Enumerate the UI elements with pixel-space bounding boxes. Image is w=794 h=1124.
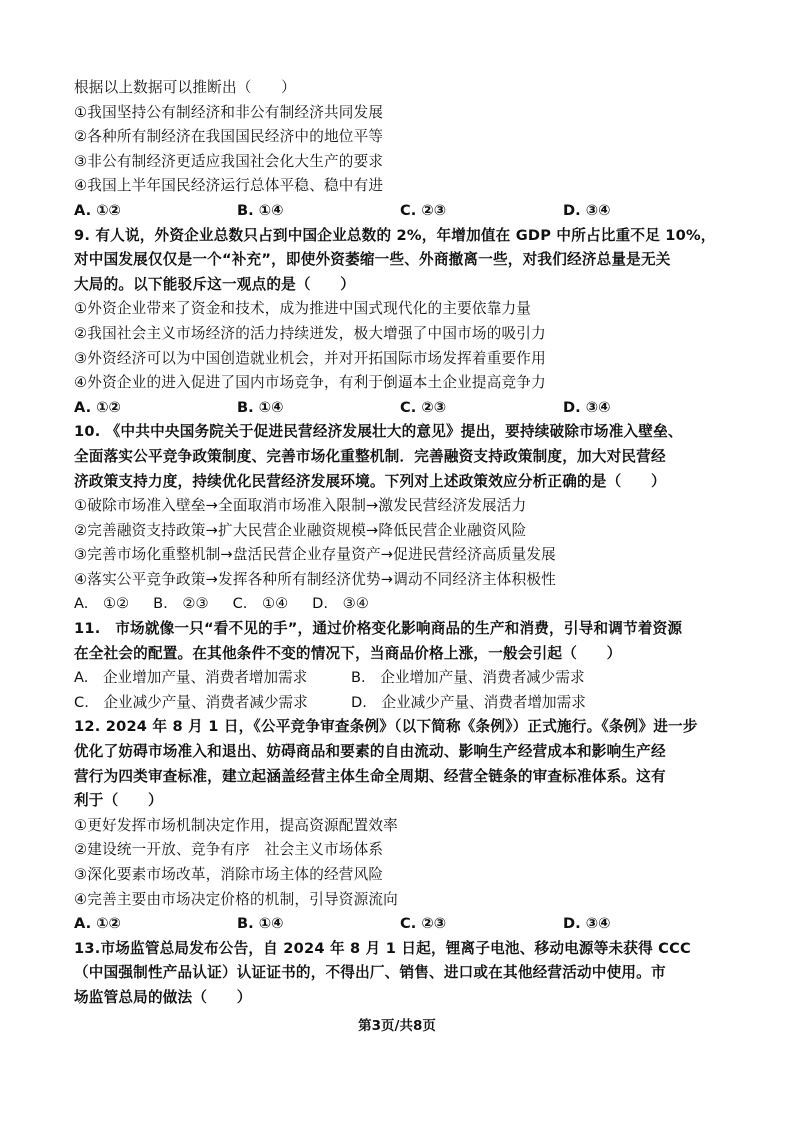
page-number: 第3页/共8页 [358, 1018, 436, 1034]
question-text: （中国强制性产品认证）认证证书的，不得出厂、销售、进口或在其他经营活动中使用。市 [74, 964, 666, 982]
statement: ①破除市场准入壁垒→全面取消市场准入限制→激发民营经济发展活力 [74, 497, 527, 515]
option-d: D. ③④ [312, 595, 369, 613]
question-text: 优化了妨碍市场准入和退出、妨碍商品和要素的自由流动、影响生产经营成本和影响生产经 [74, 743, 666, 761]
option-a: A. ①② [74, 595, 130, 613]
statement: ③非公有制经济更适应我国社会化大生产的要求 [74, 152, 384, 170]
statement: ④我国上半年国民经济运行总体平稳、稳中有进 [74, 177, 384, 195]
option-c: C. 企业减少产量、消费者减少需求 [74, 693, 308, 711]
answer-options [74, 666, 738, 691]
option-c: C. ①④ [232, 595, 289, 613]
option-c: C. ②③ [400, 201, 447, 219]
statement: ②完善融资支持政策→扩大民营企业融资规模→降低民营企业融资风险 [74, 521, 527, 539]
question-9: 9. 有人说，外资企业总数只占到中国企业总数的 2%，年增加值在 GDP 中所占比重不足 10%， [74, 226, 716, 244]
question-text: 在全社会的配置。在其他条件不变的情况下，当商品价格上涨，一般会引起（ ） [74, 644, 622, 662]
question-text: 场监管总局的做法（ ） [74, 988, 252, 1006]
statement: ①更好发挥市场机制决定作用，提高资源配置效率 [74, 816, 398, 834]
question-11: 11. 市场就像一只“看不见的手”，通过价格变化影响商品的生产和消费，引导和调节着资源 [74, 620, 683, 638]
answer-options [74, 691, 738, 716]
option-b: B. ①④ [237, 915, 284, 933]
option-d: D. ③④ [563, 398, 611, 416]
option-b: B. ②③ [153, 595, 209, 613]
option-a: A. ①② [74, 915, 121, 933]
statement: ③完善市场化重整机制→盘活民营企业存量资产→促进民营经济高质量发展 [74, 546, 556, 564]
question-text: 济政策支持力度，持续优化民营经济发展环境。下列对上述政策效应分析正确的是（ ） [74, 472, 666, 490]
question-text: 利于（ ） [74, 792, 163, 810]
option-b: B. ①④ [237, 398, 284, 416]
answer-options [74, 396, 738, 421]
question-stem: 根据以上数据可以推断出（ ） [74, 79, 296, 96]
answer-options [74, 199, 738, 224]
answer-options [74, 592, 738, 617]
option-b: B. ①④ [237, 201, 284, 219]
option-b: B. 企业增加产量、消费者减少需求 [351, 669, 585, 687]
option-a: A. ①② [74, 201, 121, 219]
statement: ④落实公平竞争政策→发挥各种所有制经济优势→调动不同经济主体积极性 [74, 570, 556, 588]
option-a: A. ①② [74, 398, 121, 416]
statement: ③深化要素市场改革，消除市场主体的经营风险 [74, 866, 384, 883]
statement: ④完善主要由市场决定价格的机制，引导资源流向 [74, 890, 398, 908]
option-c: C. ②③ [400, 398, 447, 416]
question-12: 12. 2024 年 8 月 1 日，《公平竞争审查条例》（以下简称《条例》）正式施行。《条例》进一步 [74, 718, 698, 736]
option-d: D. ③④ [563, 201, 611, 219]
question-text: 大局的。以下能驳斥这一观点的是（ ） [74, 275, 356, 293]
question-text: 营行为四类审查标准，建立起涵盖经营主体生命全周期、经营全链条的审查标准体系。这有 [74, 767, 666, 785]
option-d: D. 企业减少产量、消费者增加需求 [351, 693, 586, 711]
statement: ①我国坚持公有制经济和非公有制经济共同发展 [74, 103, 384, 121]
question-content [74, 76, 738, 1011]
statement: ②我国社会主义市场经济的活力持续迸发，极大增强了中国市场的吸引力 [74, 324, 546, 342]
question-text: 全面落实公平竞争政策制度、完善市场化重整机制．完善融资支持政策制度，加大对民营经 [74, 447, 666, 465]
option-a: A. 企业增加产量、消费者增加需求 [74, 669, 308, 687]
statement: ①外资企业带来了资金和技术，成为推进中国式现代化的主要依靠力量 [74, 300, 532, 318]
statement: ②各种所有制经济在我国国民经济中的地位平等 [74, 128, 384, 146]
option-c: C. ②③ [400, 915, 447, 933]
answer-options [74, 912, 738, 937]
statement: ②建设统一开放、竞争有序 社会主义市场体系 [74, 841, 384, 859]
option-d: D. ③④ [563, 915, 611, 933]
question-13: 13.市场监管总局发布公告，自 2024 年 8 月 1 日起，锂离子电池、移动电源等未获得 CCC [74, 939, 691, 957]
statement: ③外资经济可以为中国创造就业机会，并对开拓国际市场发挥着重要作用 [74, 349, 546, 367]
statement: ④外资企业的进入促进了国内市场竞争，有利于倒逼本土企业提高竞争力 [74, 374, 546, 392]
question-text: 对中国发展仅仅是一个“补充”，即使外资萎缩一些、外商撤离一些，对我们经济总量是无关 [74, 251, 671, 269]
question-10: 10. 《中共中央国务院关于促进民营经济发展壮大的意见》提出，要持续破除市场准入壁垒、 [74, 423, 683, 441]
